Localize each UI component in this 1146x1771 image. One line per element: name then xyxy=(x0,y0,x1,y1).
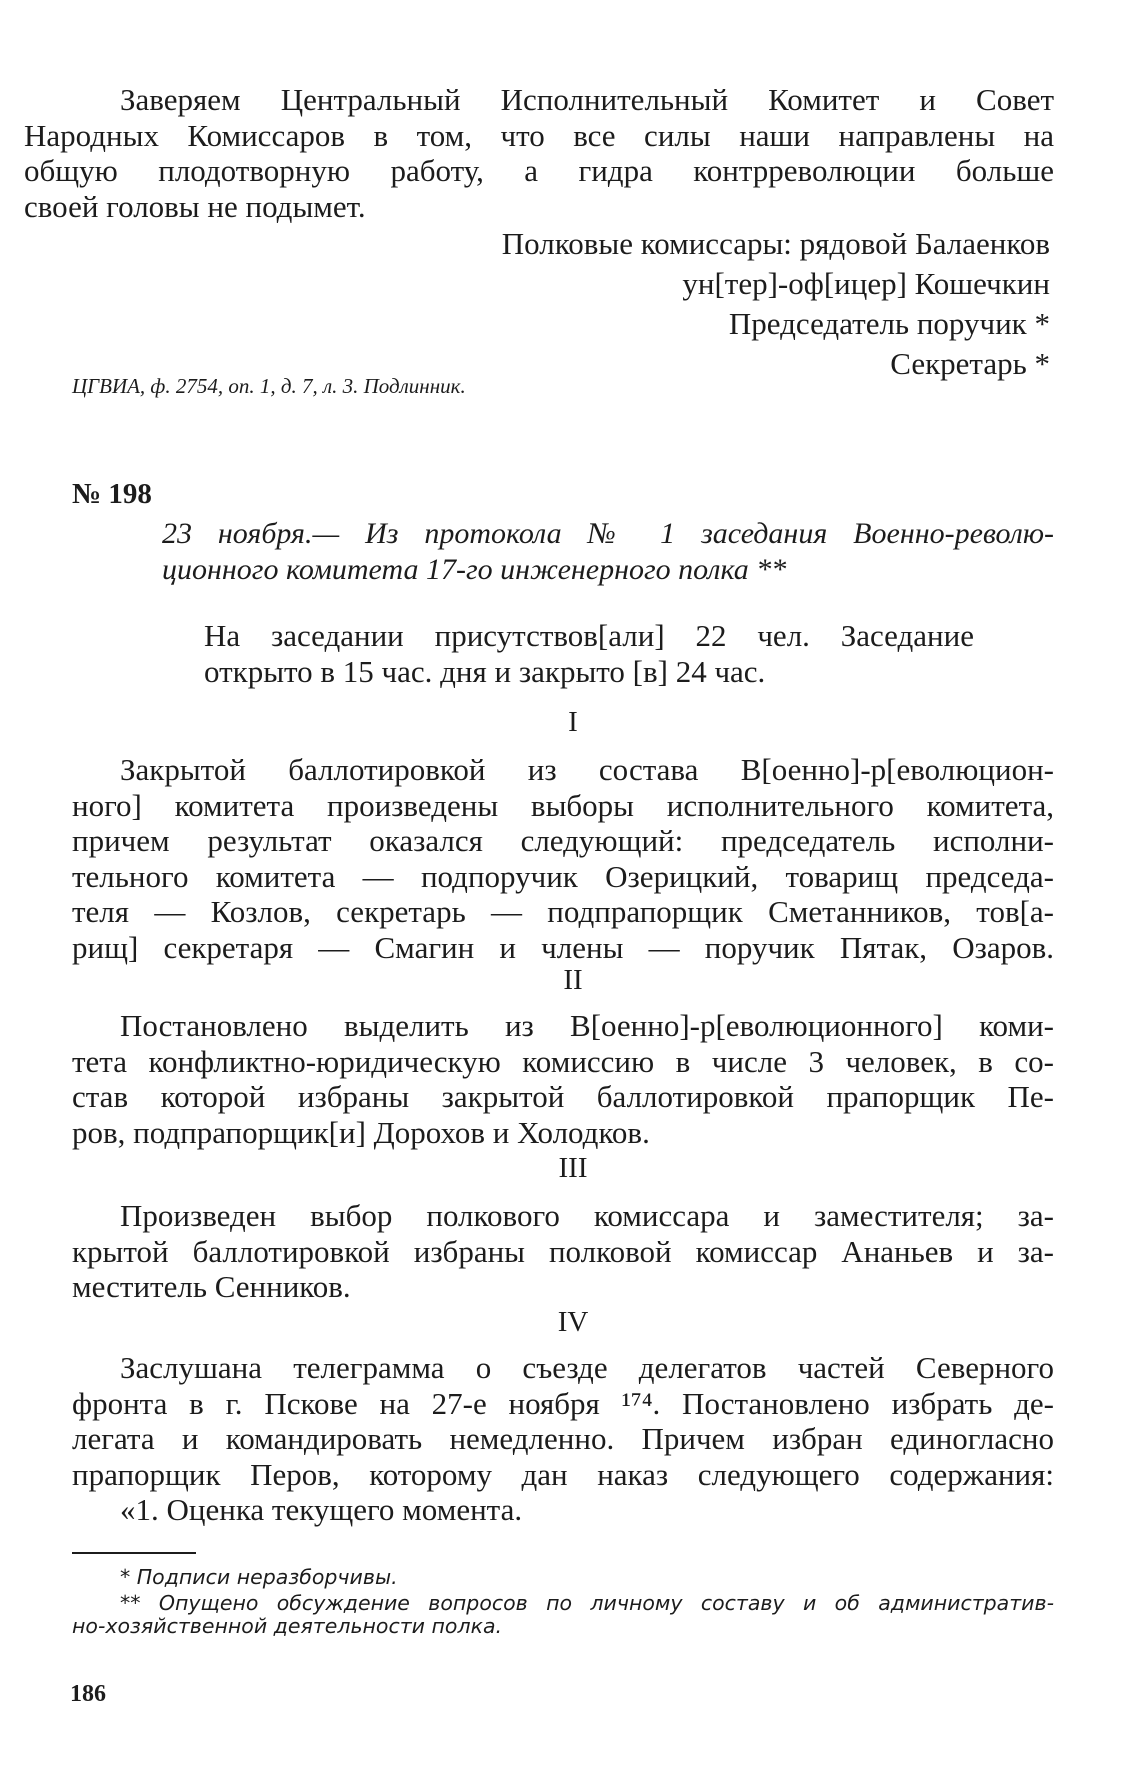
text-line: Закрытой баллотировкой из состава В[оенно]-р[еволюцион- xyxy=(120,752,1054,787)
text-line: ционного комитета 17-го инженерного полка ** xyxy=(162,552,787,586)
text-line: теля — Козлов, секретарь — подпрапорщик Сметанников, тов[а- xyxy=(72,894,1054,929)
text-line: Произведен выбор полкового комиссара и заместителя; за- xyxy=(120,1198,1054,1233)
signature-line-nco: ун[тер]-оф[ицер] Кошечкин xyxy=(682,266,1050,301)
text-line: своей головы не подымет. xyxy=(24,188,366,224)
text-line: крытой баллотировкой избраны полковой комиссар Ананьев и за- xyxy=(72,1233,1054,1269)
text-line: ров, подпрапорщик[и] Дорохов и Холодков. xyxy=(72,1114,650,1150)
section-numeral: II xyxy=(563,964,583,996)
footnote-line: но-хозяйственной деятельности полка. xyxy=(72,1614,503,1638)
text-line: ного] комитета произведены выборы исполнительного комитета, xyxy=(72,787,1054,823)
document-number: № 198 xyxy=(72,478,152,510)
text-line: фронта в г. Пскове на 27-е ноября ¹⁷⁴. Постановлено избрать де- xyxy=(72,1385,1054,1421)
footnote-divider xyxy=(72,1552,196,1554)
footnote-1: * Подписи неразборчивы. xyxy=(120,1565,398,1589)
text-line: прапорщик Перов, которому дан наказ следующего содержания: xyxy=(72,1456,1054,1492)
text-line: Народных Комиссаров в том, что все силы наши направлены на xyxy=(24,117,1054,153)
signature-line-chairman: Председатель поручик * xyxy=(728,306,1050,341)
text-line: причем результат оказался следующий: председатель исполни- xyxy=(72,823,1054,858)
text-line: На заседании присутствов[али] 22 чел. Заседание xyxy=(204,618,974,653)
section-paragraph xyxy=(72,1198,1054,1305)
text-line: тельного комитета — подпоручик Озерицкий, товарищ председа- xyxy=(72,858,1054,894)
text-line: тета конфликтно-юридическую комиссию в числе 3 человек, в со- xyxy=(72,1043,1054,1079)
footnote-line: ** Опущено обсуждение вопросов по личному составу и об административ- xyxy=(120,1591,1054,1615)
section-paragraph xyxy=(72,752,1054,965)
signature-line-secretary: Секретарь * xyxy=(890,346,1050,381)
text-line: «1. Оценка текущего момента. xyxy=(120,1492,523,1527)
text-line: Заслушана телеграмма о съезде делегатов частей Северного xyxy=(120,1350,1054,1385)
section-numeral: IV xyxy=(557,1306,589,1338)
text-line: легата и командировать немедленно. Причем избран единогласно xyxy=(72,1421,1054,1456)
archive-source: ЦГВИА, ф. 2754, оп. 1, д. 7, л. 3. Подлинник. xyxy=(72,374,466,398)
text-line: рищ] секретаря — Смагин и члены — поручик Пятак, Озаров. xyxy=(72,929,1054,965)
text-line: став которой избраны закрытой баллотировкой прапорщик Пе- xyxy=(72,1079,1054,1114)
document-title xyxy=(162,516,1054,587)
text-line: меститель Сенников. xyxy=(72,1269,351,1304)
section-paragraph xyxy=(72,1008,1054,1150)
page-number: 186 xyxy=(70,1681,106,1707)
section-numeral: III xyxy=(558,1152,588,1184)
signature-line-commissars: Полковые комиссары: рядовой Балаенков xyxy=(501,226,1050,261)
text-line: Постановлено выделить из В[оенно]-р[еволюционного] коми- xyxy=(120,1008,1054,1043)
attendance-paragraph xyxy=(204,618,974,689)
text-line: 23 ноября.— Из протокола № 1 заседания Военно-револю- xyxy=(162,517,1054,550)
section-numeral: I xyxy=(568,706,578,738)
text-line: Заверяем Центральный Исполнительный Комитет и Совет xyxy=(120,82,1054,117)
text-line: открыто в 15 час. дня и закрыто [в] 24 час. xyxy=(204,653,766,689)
footnote-2 xyxy=(72,1592,1054,1638)
section-paragraph xyxy=(72,1350,1054,1528)
intro-paragraph xyxy=(24,82,1054,224)
text-line: общую плодотворную работу, а гидра контрреволюции больше xyxy=(24,153,1054,188)
